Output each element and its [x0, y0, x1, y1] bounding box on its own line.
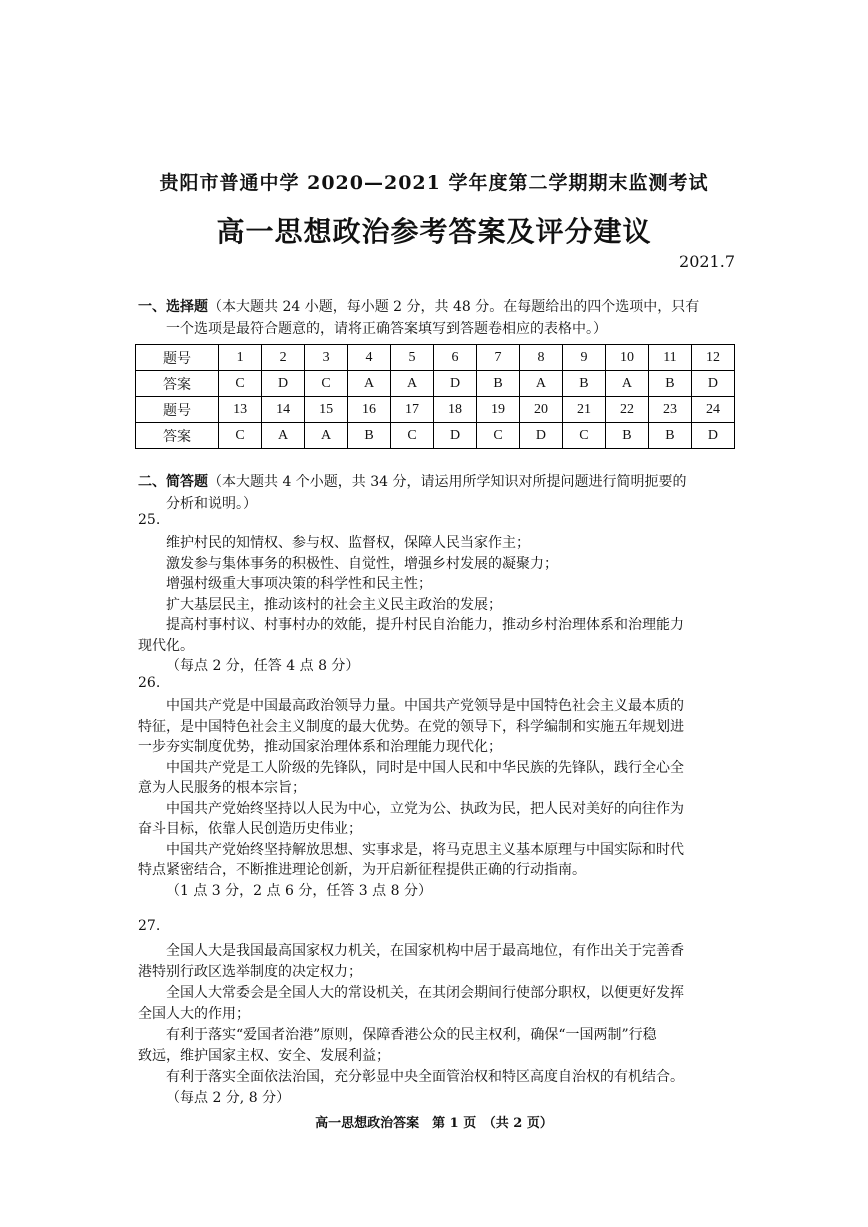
table-cell: 13: [219, 397, 262, 423]
table-cell: 16: [348, 397, 391, 423]
table-cell: D: [520, 423, 563, 449]
section2-desc-line1: （本大题共 4 个小题，共 34 分，请运用所学知识对所提问题进行简明扼要的: [208, 474, 687, 490]
table-cell: C: [305, 371, 348, 397]
q26-scoring-note: （1 点 3 分，2 点 6 分，任答 3 点 8 分）: [166, 883, 432, 899]
table-cell: B: [348, 423, 391, 449]
table-cell: A: [520, 371, 563, 397]
table-cell: 19: [477, 397, 520, 423]
q25-answer-line: 增强村级重大事项决策的科学性和民主性；: [166, 576, 432, 592]
table-cell: D: [691, 423, 734, 449]
table-cell: 1: [219, 345, 262, 371]
table-cell: 9: [562, 345, 605, 371]
table-cell: 24: [691, 397, 734, 423]
table-row: [136, 371, 735, 397]
table-cell: C: [562, 423, 605, 449]
q26-answer-line: 意为人民服务的根本宗旨；: [138, 780, 306, 796]
table-cell: C: [219, 423, 262, 449]
table-cell: B: [477, 371, 520, 397]
q27-answer-line: 有利于落实“爱国者治港”原则，保障香港公众的民主权利，确保“一国两制”行稳: [166, 1027, 657, 1043]
q26-answer-line: 特点紧密结合，不断推进理论创新，为开启新征程提供正确的行动指南。: [138, 862, 586, 878]
table-cell: 18: [434, 397, 477, 423]
document-title: 高一思想政治参考答案及评分建议: [216, 215, 652, 248]
table-cell: C: [391, 423, 434, 449]
q26-answer-line: 奋斗目标，依靠人民创造历史伟业；: [138, 821, 362, 837]
table-row: [136, 345, 735, 371]
table-cell: B: [648, 371, 691, 397]
table-cell: C: [477, 423, 520, 449]
table-cell: A: [305, 423, 348, 449]
table-cell: B: [605, 423, 648, 449]
table-cell: 5: [391, 345, 434, 371]
q26-answer-line: 中国共产党是工人阶级的先锋队，同时是中国人民和中华民族的先锋队，践行全心全: [166, 760, 684, 776]
q27-answer-line: 有利于落实全面依法治国，充分彰显中央全面管治权和特区高度自治权的有机结合。: [166, 1069, 684, 1085]
table-cell: 4: [348, 345, 391, 371]
table-row: [136, 423, 735, 449]
table-cell: B: [648, 423, 691, 449]
table-cell: 2: [262, 345, 305, 371]
exam-title: 贵阳市普通中学 2020—2021 学年度第二学期期末监测考试: [159, 172, 709, 194]
q27-answer-line: 港特别行政区选举制度的决定权力；: [138, 964, 362, 980]
table-cell: D: [434, 423, 477, 449]
section1-desc-line2: 一个选项是最符合题意的，请将正确答案填写到答题卷相应的表格中。）: [166, 321, 607, 337]
table-cell: 22: [605, 397, 648, 423]
section1-desc-line1: （本大题共 24 小题，每小题 2 分，共 48 分。在每题给出的四个选项中，只有: [208, 299, 700, 315]
section1-intro: [138, 296, 699, 316]
table-cell: A: [605, 371, 648, 397]
q25-answer-line: 扩大基层民主，推动该村的社会主义民主政治的发展；: [166, 597, 502, 613]
table-cell: 23: [648, 397, 691, 423]
table-cell: 3: [305, 345, 348, 371]
table-cell: A: [262, 423, 305, 449]
q26-answer-line: 特征，是中国特色社会主义制度的最大优势。在党的领导下，科学编制和实施五年规划进: [138, 719, 684, 735]
q26-number: 26.: [138, 675, 161, 691]
section2-desc-line2: 分析和说明。）: [166, 496, 257, 512]
table-cell: 14: [262, 397, 305, 423]
table-cell: 6: [434, 345, 477, 371]
table-cell: D: [434, 371, 477, 397]
table-cell: 17: [391, 397, 434, 423]
table-cell: D: [262, 371, 305, 397]
table-cell: D: [691, 371, 734, 397]
row-label: 题号: [136, 397, 219, 423]
document-date: 2021.7: [679, 252, 735, 271]
q27-answer-line: 致远，维护国家主权、安全、发展利益；: [138, 1048, 390, 1064]
q26-answer-line: 一步夯实制度优势，推动国家治理体系和治理能力现代化；: [138, 739, 502, 755]
answer-table: [135, 344, 735, 449]
q26-answer-line: 中国共产党是中国最高政治领导力量。中国共产党领导是中国特色社会主义最本质的: [166, 698, 684, 714]
table-cell: 21: [562, 397, 605, 423]
q25-answer-line: 现代化。: [138, 638, 194, 654]
q27-answer-line: 全国人大是我国最高国家权力机关，在国家机构中居于最高地位，有作出关于完善香: [166, 943, 684, 959]
table-cell: 20: [520, 397, 563, 423]
table-cell: 10: [605, 345, 648, 371]
table-cell: A: [348, 371, 391, 397]
page-footer: 高一思想政治答案 第 1 页 （共 2 页）: [315, 1116, 553, 1131]
q25-number: 25.: [138, 512, 161, 528]
q27-answer-line: 全国人大的作用；: [138, 1006, 250, 1022]
q26-answer-line: 中国共产党始终坚持以人民为中心，立党为公、执政为民，把人民对美好的向往作为: [166, 801, 684, 817]
section2-heading: 二、简答题: [138, 474, 208, 490]
q25-answer-line: 提高村事村议、村事村办的效能，提升村民自治能力，推动乡村治理体系和治理能力: [166, 617, 684, 633]
table-cell: 15: [305, 397, 348, 423]
table-cell: 11: [648, 345, 691, 371]
row-label: 题号: [136, 345, 219, 371]
table-cell: C: [219, 371, 262, 397]
q27-scoring-note: （每点 2 分, 8 分）: [166, 1090, 291, 1106]
q26-answer-line: 中国共产党始终坚持解放思想、实事求是，将马克思主义基本原理与中国实际和时代: [166, 842, 684, 858]
q27-number: 27.: [138, 918, 161, 934]
q25-scoring-note: （每点 2 分，任答 4 点 8 分）: [166, 658, 360, 674]
table-cell: B: [562, 371, 605, 397]
row-label: 答案: [136, 423, 219, 449]
table-cell: 7: [477, 345, 520, 371]
section2-intro: [138, 471, 687, 491]
section1-heading: 一、选择题: [138, 299, 208, 315]
table-cell: A: [391, 371, 434, 397]
q25-answer-line: 维护村民的知情权、参与权、监督权，保障人民当家作主；: [166, 535, 530, 551]
row-label: 答案: [136, 371, 219, 397]
table-cell: 12: [691, 345, 734, 371]
table-cell: 8: [520, 345, 563, 371]
table-row: [136, 397, 735, 423]
q27-answer-line: 全国人大常委会是全国人大的常设机关，在其闭会期间行使部分职权，以便更好发挥: [166, 985, 684, 1001]
q25-answer-line: 激发参与集体事务的积极性、自觉性，增强乡村发展的凝聚力；: [166, 556, 558, 572]
